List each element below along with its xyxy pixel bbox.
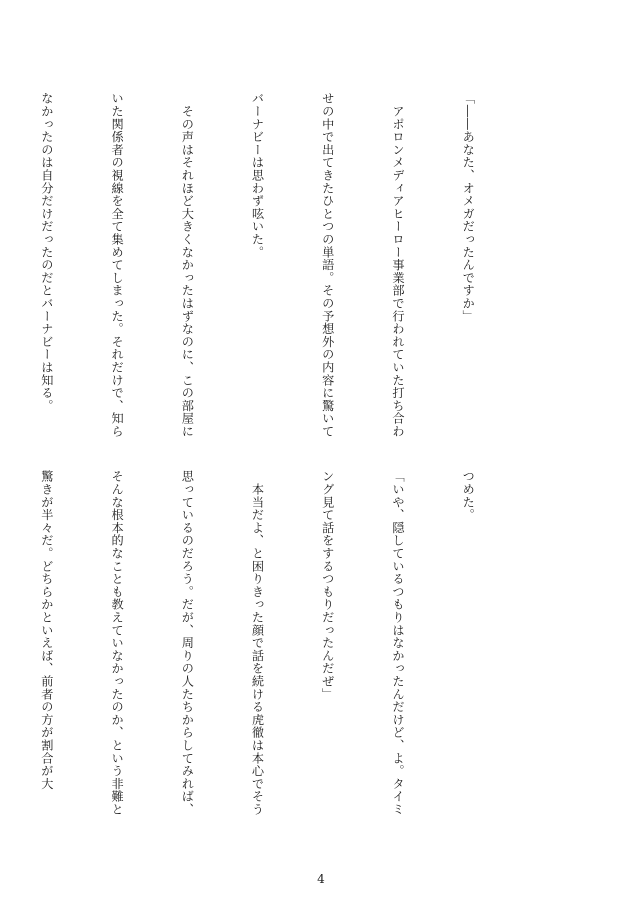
text-line: 驚きが半々だ。どちらかといえば、前者の方が割合が大 bbox=[39, 470, 54, 790]
lower-text-block bbox=[39, 470, 526, 830]
text-line: その声はそれほど大きくなかったはずなのに、この部屋に bbox=[180, 92, 195, 438]
text-line: いた関係者の視線を全て集めてしまった。それだけで、知ら bbox=[110, 92, 125, 438]
upper-text-block bbox=[39, 92, 526, 452]
text-line: 「――あなた、オメガだったんですか」 bbox=[461, 92, 476, 323]
text-line: 本当だよ、と困りきった顔で話を続ける虎徹は本心でそう bbox=[250, 470, 265, 816]
text-line: なかったのは自分だけだったのだとバーナビーは知る。 bbox=[39, 92, 54, 412]
text-line: ング見て話をするつもりだったんだぜ」 bbox=[320, 470, 335, 701]
text-line: アポロンメディアヒーロー事業部で行われていた打ち合わ bbox=[390, 92, 405, 438]
text-line: バーナビーは思わず呟いた。 bbox=[250, 92, 265, 259]
text-line: 思っているのだろう。だが、周りの人たちからしてみれば、 bbox=[180, 470, 195, 816]
text-line: せの中で出てきたひとつの単語。その予想外の内容に驚いて bbox=[320, 92, 335, 438]
page-number: 4 bbox=[317, 872, 325, 886]
text-line: 「いや、隠しているつもりはなかったんだけど、よ。タイミ bbox=[390, 470, 405, 816]
text-line: そんな根本的なことも教えていなかったのか、という非難と bbox=[110, 470, 125, 816]
text-line: つめた。 bbox=[461, 470, 476, 522]
